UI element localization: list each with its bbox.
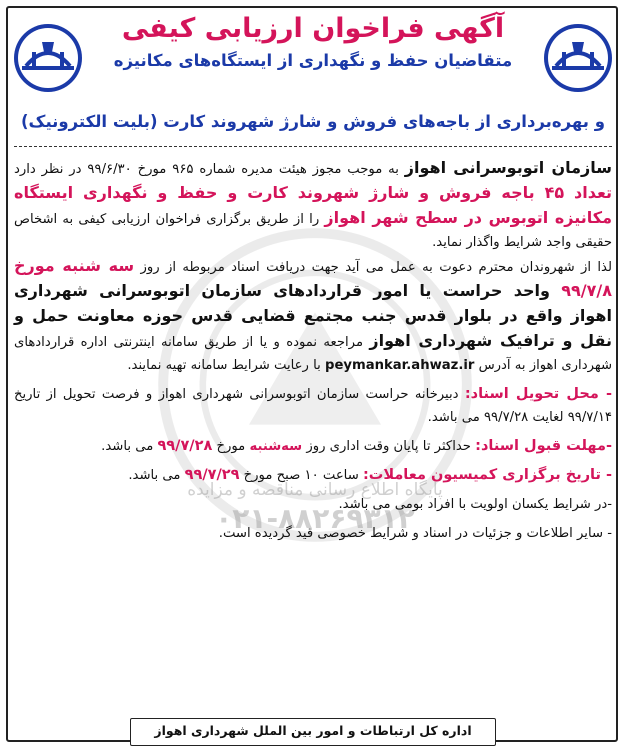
ad-header	[90, 10, 536, 74]
intro-text: به موجب مجوز هیئت مدیره شماره ۹۶۵ مورخ ۹۹/۶/۳۰ در نظر دارد	[14, 162, 405, 177]
commission-text-2: می باشد.	[128, 468, 185, 483]
intro-highlight: تعداد ۴۵ باجه فروش و شارژ شهروند کارت و حفظ و نگهداری ایستگاه مکانیزه اتوبوس در سطح شهر اهواز	[14, 183, 613, 227]
delivery-paragraph	[14, 383, 612, 429]
invitation-text-3: با رعایت شرایط سامانه تهیه نمایند.	[127, 358, 325, 373]
deadline-text-2: مورخ	[212, 439, 250, 454]
header-divider	[14, 146, 612, 147]
commission-text: ساعت ۱۰ صبح مورخ	[239, 468, 363, 483]
invitation-text-2: مراجعه نموده و یا از طریق سامانه اینترنتی اداره قراردادهای شهرداری اهواز به آدرس	[14, 335, 612, 373]
deadline-label: -مهلت قبول اسناد:	[475, 438, 612, 454]
delivery-text: دبیرخانه حراست سازمان اتوبوسرانی شهرداری اهواز و فرصت تحویل از تاریخ ۹۹/۷/۱۴ لغایت ۹۹/۷/۲۸ می باشد.	[14, 387, 612, 425]
deadline-date: ۹۹/۷/۲۸	[157, 438, 213, 454]
paragraph-intro	[14, 156, 612, 254]
paragraph-invitation	[14, 254, 612, 377]
deadline-text-3: می باشد.	[101, 439, 158, 454]
note-local-priority: -در شرایط یکسان اولویت با افراد بومی می باشد.	[338, 497, 612, 512]
footer-issuer: اداره کل ارتباطات و امور بین الملل شهرداری اهواز	[130, 718, 496, 746]
ahwaz-bridge-logo-icon	[542, 22, 614, 94]
invitation-text: لذا از شهروندان محترم دعوت به عمل می آید جهت دریافت اسناد مربوطه از روز	[134, 260, 612, 275]
invitation-date: سه شنبه مورخ ۹۹/۷/۸	[14, 256, 612, 300]
deadline-day: سه‌شنبه	[249, 439, 303, 454]
deadline-text: حداکثر تا پایان وقت اداری روز	[302, 439, 476, 454]
invitation-place: واحد حراست یا امور قراردادهای سازمان اتوبوسرانی شهرداری اهواز واقع در بلوار قدس جنب مجتمع قضایی قدس حوزه معاونت حمل و نقل و ترافیک شهرداری اهواز	[14, 281, 612, 350]
organization-name: سازمان اتوبوسرانی اهواز	[404, 158, 613, 177]
ad-subtitle-2: و بهره‌برداری از باجه‌های فروش و شارژ شهروند کارت (بلیت الکترونیک)	[21, 112, 605, 131]
deadline-paragraph	[14, 435, 612, 458]
commission-paragraph	[14, 464, 612, 487]
ad-subtitle-1: متقاضیان حفظ و نگهداری از ایستگاه‌های مکانیزه	[113, 51, 513, 70]
intro-text-end: را از طریق برگزاری فراخوان ارزیابی کیفی به اشخاص حقیقی واجد شرایط واگذار نماید.	[14, 212, 612, 250]
ad-body	[14, 156, 612, 545]
commission-label: - تاریخ برگزاری کمیسیون معاملات:	[362, 467, 612, 483]
note-other-info: - سایر اطلاعات و جزئیات در اسناد و شرایط خصوصی قید گردیده است.	[218, 526, 612, 541]
delivery-label: - محل تحویل اسناد:	[464, 386, 612, 402]
watermark-text: پایگاه اطلاع رسانی مناقصه و مزایده	[187, 480, 443, 500]
ad-title: آگهی فراخوان ارزیابی کیفی	[121, 13, 505, 44]
watermark-phone: ۰۲۱-۸۸۲۶۹۳۱۲	[215, 502, 415, 535]
website-link[interactable]: peymankar.ahwaz.ir	[325, 358, 475, 373]
ahwaz-bridge-logo-icon	[12, 22, 84, 94]
commission-date: ۹۹/۷/۲۹	[184, 467, 240, 483]
